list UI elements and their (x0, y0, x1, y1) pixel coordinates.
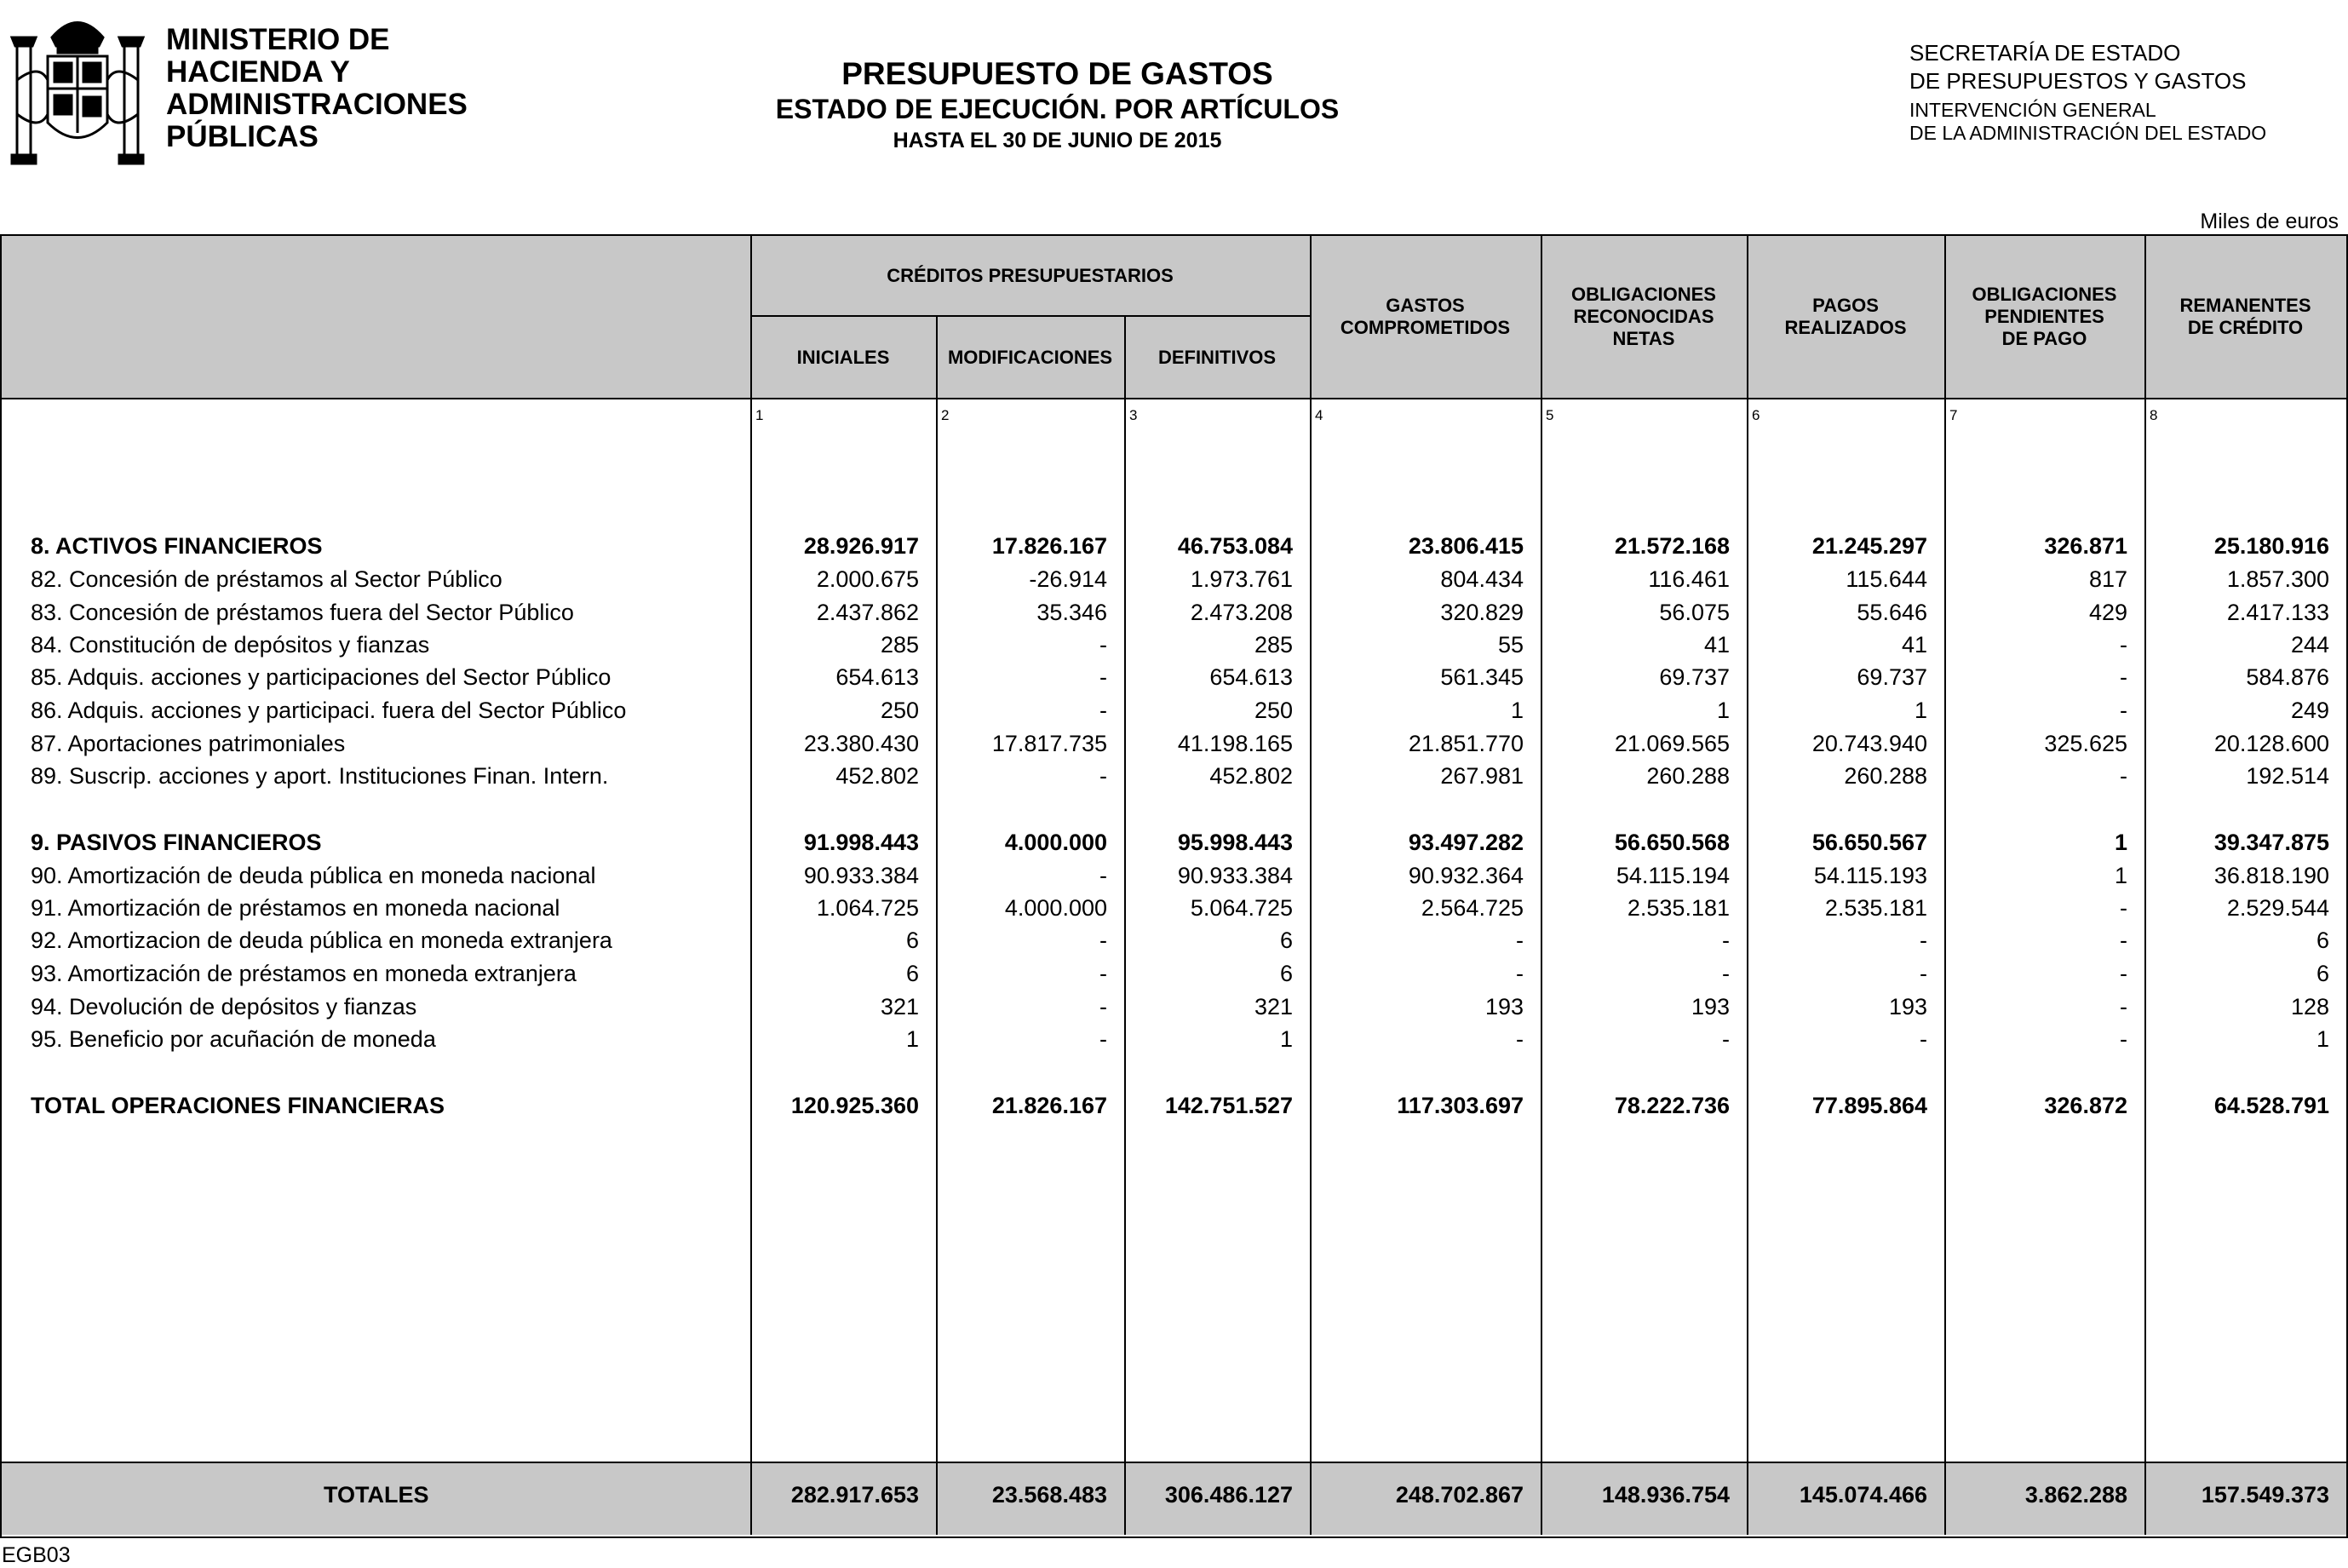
cell-value: 6 (1279, 961, 1293, 986)
cell-value: - (1722, 1026, 1730, 1052)
column-number: 5 (1546, 407, 1554, 423)
column-number: 2 (941, 407, 950, 423)
cell-value: 250 (880, 698, 919, 723)
cell-value: 2.000.675 (816, 566, 919, 592)
cell-value: 1 (1716, 698, 1730, 723)
table-row (0, 632, 2348, 664)
cell-value: 23.380.430 (803, 731, 919, 756)
cell-value: 64.528.791 (2213, 1093, 2329, 1118)
cell-value: 2.535.181 (1627, 895, 1730, 921)
cell-value: 54.115.194 (1616, 863, 1730, 888)
footer-code: EGB03 (2, 1543, 71, 1567)
table-row (0, 895, 2348, 928)
cell-value: 91.998.443 (803, 830, 919, 855)
report-date: HASTA EL 30 DE JUNIO DE 2015 (893, 129, 1222, 152)
cell-value: 6 (905, 928, 919, 953)
cell-value: - (1099, 632, 1107, 658)
intervencion-line-1: INTERVENCIÓN GENERAL (1909, 99, 2156, 121)
cell-value: - (1722, 928, 1730, 953)
table-row (0, 961, 2348, 993)
cell-value: 56.650.567 (1811, 830, 1927, 855)
column-header: REMANENTES DE CRÉDITO (2179, 295, 2311, 338)
cell-value: 120.925.360 (790, 1093, 919, 1118)
cell-value: 2.417.133 (2226, 600, 2329, 625)
total-value: 157.549.373 (2201, 1482, 2329, 1508)
units-label: Miles de euros (2200, 210, 2339, 233)
cell-value: 4.000.000 (1004, 830, 1107, 855)
report-title: PRESUPUESTO DE GASTOS (841, 56, 1273, 91)
cell-value: - (2120, 928, 2127, 953)
row-label: 89. Suscrip. acciones y aport. Instituciones Finan. Intern. (31, 763, 609, 789)
cell-value: 654.613 (1209, 664, 1293, 690)
cell-value: 36.818.190 (2213, 863, 2329, 888)
cell-value: 1 (1914, 698, 1927, 723)
row-label: 8. ACTIVOS FINANCIEROS (31, 533, 323, 559)
cell-value: - (1516, 961, 1524, 986)
cell-value: 56.650.568 (1614, 830, 1730, 855)
row-label: 84. Constitución de depósitos y fianzas (31, 632, 430, 658)
cell-value: 249 (2290, 698, 2329, 723)
cell-value: - (2120, 961, 2127, 986)
cell-value: 20.128.600 (2213, 731, 2329, 756)
header-bottom-line (0, 398, 2348, 399)
cell-value: 93.497.282 (1408, 830, 1524, 855)
total-value: 248.702.867 (1395, 1482, 1524, 1508)
cell-value: 77.895.864 (1811, 1093, 1927, 1118)
cell-value: - (1099, 698, 1107, 723)
table-row (0, 533, 2348, 566)
cell-value: 90.933.384 (803, 863, 919, 888)
cell-value: 90.933.384 (1177, 863, 1293, 888)
cell-value: 452.802 (1209, 763, 1293, 789)
row-label: 91. Amortización de préstamos en moneda nacional (31, 895, 560, 921)
cell-value: 55.646 (1857, 600, 1927, 625)
cell-value: 267.981 (1440, 763, 1524, 789)
table-row (0, 1093, 2348, 1125)
cell-value: - (1099, 994, 1107, 1019)
total-value: 282.917.653 (790, 1482, 919, 1508)
cell-value: 23.806.415 (1408, 533, 1524, 559)
column-header: DEFINITIVOS (1157, 346, 1277, 368)
cell-value: 6 (905, 961, 919, 986)
secretaria-line-2: DE PRESUPUESTOS Y GASTOS (1909, 68, 2247, 94)
cell-value: 6 (1279, 928, 1293, 953)
cell-value: 1.973.761 (1190, 566, 1293, 592)
cell-value: 21.851.770 (1408, 731, 1524, 756)
cell-value: 90.932.364 (1408, 863, 1524, 888)
cell-value: 260.288 (1844, 763, 1927, 789)
cell-value: 1 (905, 1026, 919, 1052)
cell-value: 21.245.297 (1811, 533, 1927, 559)
table-row (0, 731, 2348, 763)
group-header-creditos: CRÉDITOS PRESUPUESTARIOS (887, 264, 1174, 286)
cell-value: - (2120, 664, 2127, 690)
column-number: 1 (755, 407, 764, 423)
cell-value: 41 (1703, 632, 1730, 658)
cell-value: 1 (2316, 1026, 2329, 1052)
cell-value: 285 (1254, 632, 1293, 658)
cell-value: 21.826.167 (991, 1093, 1107, 1118)
cell-value: 326.872 (2044, 1093, 2127, 1118)
cell-value: - (1099, 1026, 1107, 1052)
table-row (0, 763, 2348, 795)
cell-value: - (1920, 961, 1927, 986)
cell-value: 95.998.443 (1177, 830, 1293, 855)
row-label: 82. Concesión de préstamos al Sector Público (31, 566, 502, 592)
cell-value: 142.751.527 (1164, 1093, 1293, 1118)
cell-value: 1.857.300 (2226, 566, 2329, 592)
cell-value: 321 (880, 994, 919, 1019)
cell-value: 193 (1888, 994, 1927, 1019)
cell-value: 1 (1510, 698, 1524, 723)
cell-value: 17.826.167 (991, 533, 1107, 559)
row-label: 94. Devolución de depósitos y fianzas (31, 994, 417, 1019)
cell-value: 115.644 (1846, 566, 1927, 592)
cell-value: 21.572.168 (1614, 533, 1730, 559)
cell-value: 321 (1254, 994, 1293, 1019)
cell-value: 6 (2316, 961, 2329, 986)
table-row (0, 600, 2348, 632)
cell-value: 429 (2088, 600, 2127, 625)
cell-value: - (1099, 863, 1107, 888)
cell-value: 260.288 (1646, 763, 1730, 789)
cell-value: 584.876 (2246, 664, 2329, 690)
cell-value: 2.564.725 (1421, 895, 1524, 921)
cell-value: 128 (2290, 994, 2329, 1019)
cell-value: - (1099, 928, 1107, 953)
row-label: 93. Amortización de préstamos en moneda extranjera (31, 961, 577, 986)
cell-value: 244 (2290, 632, 2329, 658)
column-header: OBLIGACIONES PENDIENTES DE PAGO (1972, 284, 2117, 349)
cell-value: 2.473.208 (1190, 600, 1293, 625)
cell-value: 192.514 (2246, 763, 2329, 789)
table-row (0, 863, 2348, 895)
cell-value: - (1920, 1026, 1927, 1052)
table-row (0, 664, 2348, 697)
report-subtitle: ESTADO DE EJECUCIÓN. POR ARTÍCULOS (775, 94, 1340, 124)
totals-label: TOTALES (324, 1482, 429, 1508)
table-row (0, 1026, 2348, 1059)
column-header: MODIFICACIONES (947, 346, 1113, 368)
table-row (0, 928, 2348, 960)
cell-value: 4.000.000 (1004, 895, 1107, 921)
cell-value: - (2120, 632, 2127, 658)
secretaria-block (1909, 39, 2266, 145)
cell-value: - (1099, 961, 1107, 986)
column-number: 6 (1752, 407, 1760, 423)
row-label: 92. Amortizacion de deuda pública en moneda extranjera (31, 928, 612, 953)
cell-value: 69.737 (1857, 664, 1927, 690)
cell-value: 69.737 (1659, 664, 1730, 690)
cell-value: 46.753.084 (1177, 533, 1293, 559)
cell-value: 326.871 (2044, 533, 2127, 559)
column-number: 7 (1949, 407, 1958, 423)
cell-value: 20.743.940 (1811, 731, 1927, 756)
column-header: PAGOS REALIZADOS (1784, 295, 1907, 338)
cell-value: 804.434 (1440, 566, 1524, 592)
total-value: 23.568.483 (991, 1482, 1107, 1508)
cell-value: 452.802 (835, 763, 919, 789)
cell-value: 17.817.735 (991, 731, 1107, 756)
cell-value: 2.535.181 (1824, 895, 1927, 921)
cell-value: 25.180.916 (2213, 533, 2329, 559)
cell-value: - (1099, 664, 1107, 690)
ministry-line: MINISTERIO DE (166, 23, 390, 56)
ministry-line: ADMINISTRACIONES (166, 88, 468, 121)
report-title-block (0, 56, 2231, 155)
intervencion-line-2: DE LA ADMINISTRACIÓN DEL ESTADO (1909, 122, 2267, 144)
cell-value: 116.461 (1648, 566, 1730, 592)
row-label: 87. Aportaciones patrimoniales (31, 731, 346, 756)
cell-value: - (1099, 763, 1107, 789)
cell-value: 320.829 (1440, 600, 1524, 625)
table-row (0, 698, 2348, 730)
cell-value: 21.069.565 (1614, 731, 1730, 756)
cell-value: 6 (2316, 928, 2329, 953)
cell-value: 28.926.917 (803, 533, 919, 559)
cell-value: 1 (1279, 1026, 1293, 1052)
cell-value: 5.064.725 (1190, 895, 1293, 921)
cell-value: 325.625 (2044, 731, 2127, 756)
cell-value: 193 (1484, 994, 1524, 1019)
totals-top-line (0, 1462, 2348, 1463)
cell-value: 193 (1691, 994, 1730, 1019)
column-number: 3 (1129, 407, 1138, 423)
secretaria-line-1: SECRETARÍA DE ESTADO (1909, 40, 2181, 66)
cell-value: 41 (1901, 632, 1927, 658)
cell-value: 54.115.193 (1813, 863, 1927, 888)
table-row (0, 994, 2348, 1026)
cell-value: - (2120, 1026, 2127, 1052)
cell-value: - (1920, 928, 1927, 953)
total-value: 306.486.127 (1164, 1482, 1293, 1508)
cell-value: - (1516, 1026, 1524, 1052)
column-number: 8 (2150, 407, 2158, 423)
cell-value: 2.437.862 (816, 600, 919, 625)
ministry-line: PÚBLICAS (166, 120, 319, 153)
row-label: TOTAL OPERACIONES FINANCIERAS (31, 1093, 445, 1118)
table-row (0, 830, 2348, 862)
row-label: 90. Amortización de deuda pública en moneda nacional (31, 863, 596, 888)
column-header: GASTOS COMPROMETIDOS (1340, 295, 1511, 338)
cell-value: 55 (1497, 632, 1524, 658)
cell-value: 39.347.875 (2213, 830, 2329, 855)
cell-value: - (2120, 763, 2127, 789)
cell-value: - (1516, 928, 1524, 953)
cell-value: - (2120, 994, 2127, 1019)
row-label: 85. Adquis. acciones y participaciones del Sector Público (31, 664, 611, 690)
total-value: 3.862.288 (2024, 1482, 2127, 1508)
cell-value: 250 (1254, 698, 1293, 723)
cell-value: 35.346 (1036, 600, 1107, 625)
cell-value: 1.064.725 (816, 895, 919, 921)
column-header: OBLIGACIONES RECONOCIDAS NETAS (1571, 284, 1716, 349)
ministry-line: HACIENDA Y (166, 55, 350, 89)
cell-value: 285 (880, 632, 919, 658)
cell-value: 41.198.165 (1177, 731, 1293, 756)
total-value: 148.936.754 (1601, 1482, 1730, 1508)
cell-value: 817 (2088, 566, 2127, 592)
cell-value: 56.075 (1659, 600, 1730, 625)
cell-value: 561.345 (1440, 664, 1524, 690)
cell-value: 117.303.697 (1397, 1093, 1524, 1118)
column-header: INICIALES (796, 346, 890, 368)
cell-value: 78.222.736 (1614, 1093, 1730, 1118)
row-label: 95. Beneficio por acuñación de moneda (31, 1026, 436, 1052)
cell-value: 1 (2114, 863, 2127, 888)
cell-value: - (1722, 961, 1730, 986)
row-label: 9. PASIVOS FINANCIEROS (31, 830, 322, 855)
cell-value: - (2120, 895, 2127, 921)
row-label: 83. Concesión de préstamos fuera del Sector Público (31, 600, 574, 625)
cell-value: - (2120, 698, 2127, 723)
table-row (0, 566, 2348, 599)
total-value: 145.074.466 (1799, 1482, 1927, 1508)
column-number: 4 (1315, 407, 1323, 423)
cell-value: 1 (2114, 830, 2127, 855)
row-label: 86. Adquis. acciones y participaci. fuera del Sector Público (31, 698, 627, 723)
cell-value: 2.529.544 (2226, 895, 2329, 921)
cell-value: 654.613 (835, 664, 919, 690)
cell-value: -26.914 (1029, 566, 1107, 592)
